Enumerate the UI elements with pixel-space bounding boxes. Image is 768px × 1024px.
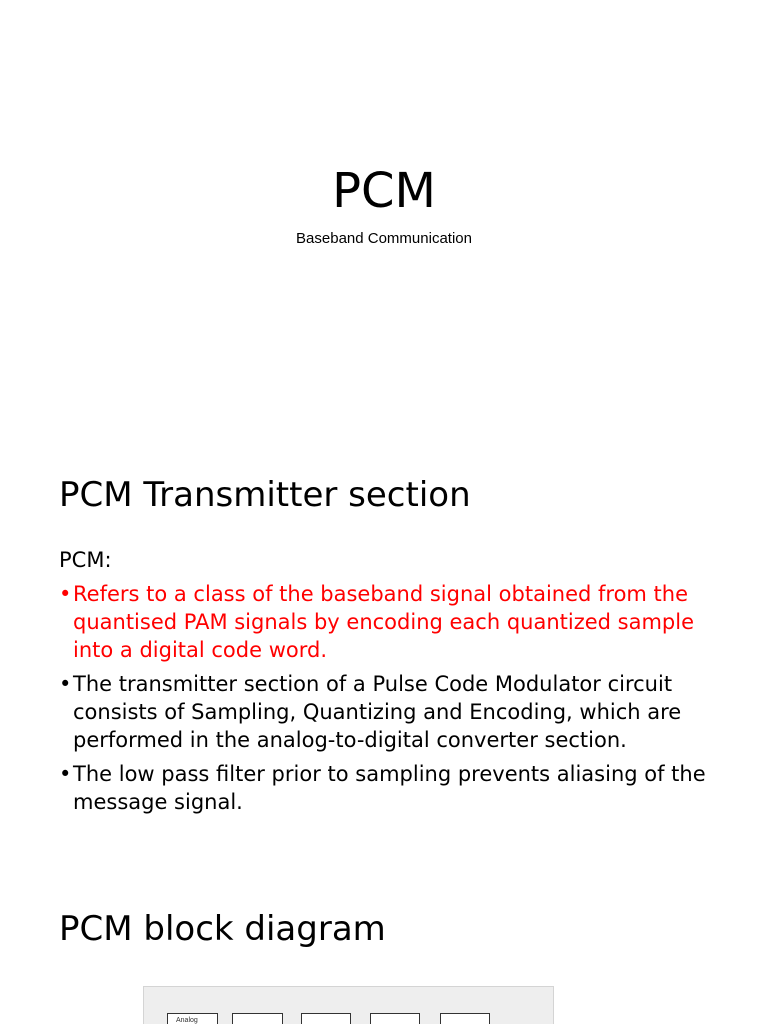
slide-heading: PCM block diagram bbox=[59, 909, 386, 949]
slide-heading: PCM Transmitter section bbox=[59, 475, 471, 515]
bullet-item bbox=[59, 670, 709, 754]
diagram-block-analog bbox=[167, 1013, 218, 1024]
transmitter-slide bbox=[0, 432, 768, 864]
bullet-icon: • bbox=[59, 762, 72, 786]
diagram-block bbox=[301, 1013, 351, 1024]
bullet-item bbox=[59, 760, 709, 816]
intro-text: PCM: bbox=[59, 548, 112, 572]
title-slide bbox=[0, 0, 768, 432]
bullet-text: The low pass filter prior to sampling prevents aliasing of the message signal. bbox=[73, 762, 706, 814]
slide-body bbox=[59, 546, 709, 822]
presentation-subtitle: Baseband Communication bbox=[296, 230, 472, 247]
bullet-item bbox=[59, 580, 709, 664]
presentation-title: PCM bbox=[332, 163, 436, 219]
block-diagram-slide bbox=[0, 864, 768, 1024]
bullet-text: The transmitter section of a Pulse Code Modulator circuit consists of Sampling, Quantizing and Encoding, which are performed in the analog-to-digital converter section. bbox=[73, 672, 682, 752]
bullet-icon: • bbox=[59, 582, 72, 606]
block-diagram-image bbox=[143, 986, 554, 1024]
diagram-block bbox=[232, 1013, 283, 1024]
diagram-block bbox=[440, 1013, 490, 1024]
bullet-icon: • bbox=[59, 672, 72, 696]
diagram-block bbox=[370, 1013, 420, 1024]
bullet-list bbox=[59, 580, 709, 816]
bullet-text: Refers to a class of the baseband signal obtained from the quantised PAM signals by encoding each quantized sample into a digital code word. bbox=[73, 582, 695, 662]
diagram-block-label: Analog bbox=[176, 1017, 198, 1024]
